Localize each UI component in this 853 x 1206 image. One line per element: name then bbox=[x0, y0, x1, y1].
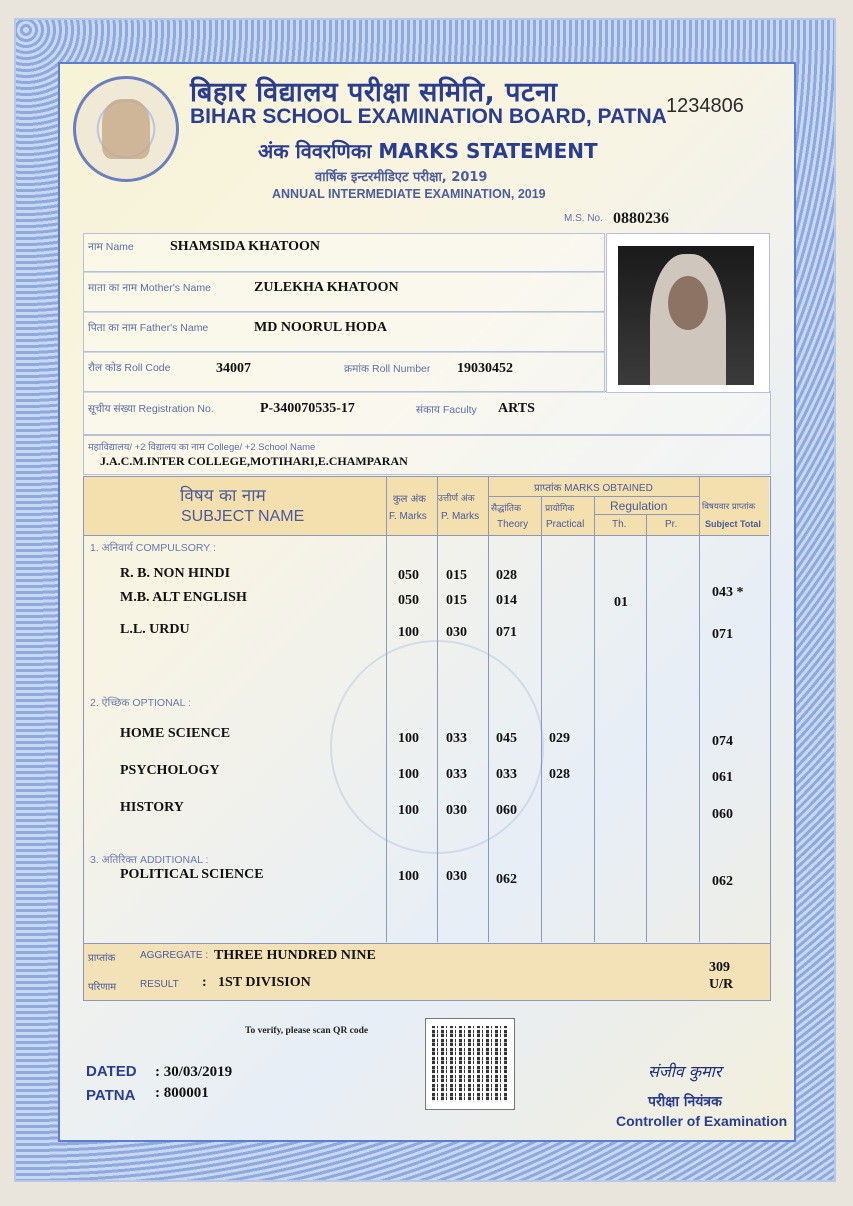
place-label: PATNA bbox=[86, 1087, 136, 1104]
board-title-english: BIHAR SCHOOL EXAMINATION BOARD, PATNA bbox=[190, 105, 667, 128]
roll-code-label: रौल कोड Roll Code bbox=[88, 362, 171, 374]
subject-name: HISTORY bbox=[120, 800, 184, 815]
registration-label: सूचीय संख्या Registration No. bbox=[88, 403, 214, 415]
full-marks-header: F. Marks bbox=[389, 511, 427, 522]
exam-title-hindi: वार्षिक इन्टरमीडिएट परीक्षा, 2019 bbox=[315, 170, 488, 185]
faculty: ARTS bbox=[498, 401, 535, 416]
theory-marks: 060 bbox=[496, 803, 517, 818]
subject-header: SUBJECT NAME bbox=[181, 508, 305, 525]
theory-marks: 033 bbox=[496, 767, 517, 782]
full-marks: 100 bbox=[398, 803, 419, 818]
pass-marks: 030 bbox=[446, 803, 467, 818]
college-row bbox=[83, 435, 771, 475]
roll-code: 34007 bbox=[216, 361, 251, 376]
college-name: J.A.C.M.INTER COLLEGE,MOTIHARI,E.CHAMPARAN bbox=[100, 454, 408, 468]
name-row bbox=[83, 233, 605, 273]
practical-marks: 029 bbox=[549, 731, 570, 746]
place-value: : 800001 bbox=[155, 1085, 209, 1101]
verification-qr-code[interactable] bbox=[425, 1018, 515, 1110]
exam-title-english: ANNUAL INTERMEDIATE EXAMINATION, 2019 bbox=[272, 187, 546, 201]
section-additional: 3. अतिरिक्त ADDITIONAL : bbox=[90, 854, 209, 866]
theory-marks: 062 bbox=[496, 872, 517, 887]
pass-marks: 015 bbox=[446, 568, 467, 583]
regulation-practical-header: Pr. bbox=[665, 519, 678, 530]
roll-number-label: क्रमांक Roll Number bbox=[344, 363, 431, 375]
mother-name: ZULEKHA KHATOON bbox=[254, 280, 399, 295]
subject-total: 074 bbox=[712, 734, 733, 749]
full-marks: 100 bbox=[398, 625, 419, 640]
subject-header-hindi: विषय का नाम bbox=[180, 486, 266, 506]
theory-marks: 028 bbox=[496, 568, 517, 583]
subject-total-header: Subject Total bbox=[705, 519, 761, 529]
registration-row bbox=[83, 391, 771, 435]
controller-title: Controller of Examination bbox=[616, 1113, 788, 1129]
regulation-header: Regulation bbox=[610, 499, 668, 513]
mother-row bbox=[83, 271, 605, 313]
controller-signature: संजीव कुमार bbox=[648, 1062, 722, 1081]
theory-marks: 071 bbox=[496, 625, 517, 640]
subject-name: M.B. ALT ENGLISH bbox=[120, 590, 247, 605]
result-status: U/R bbox=[709, 977, 734, 992]
subject-name: R. B. NON HINDI bbox=[120, 566, 231, 581]
registration-number: P-340070535-17 bbox=[260, 401, 355, 416]
verify-instruction: To verify, please scan QR code bbox=[245, 1026, 369, 1036]
aggregate-label-hindi: प्राप्तांक bbox=[88, 953, 116, 964]
pass-marks-header: P. Marks bbox=[441, 511, 480, 522]
theory-marks: 014 bbox=[496, 593, 517, 608]
pass-marks: 030 bbox=[446, 625, 467, 640]
theory-header: Theory bbox=[497, 519, 529, 530]
full-marks: 050 bbox=[398, 568, 419, 583]
result-division: 1ST DIVISION bbox=[218, 975, 311, 990]
aggregate-box bbox=[83, 943, 771, 1001]
result-colon: : bbox=[202, 975, 207, 990]
subject-total: 043 * bbox=[712, 585, 744, 600]
subject-total: 061 bbox=[712, 770, 733, 785]
ms-number-label: M.S. No. bbox=[564, 213, 603, 224]
father-name: MD NOORUL HODA bbox=[254, 320, 387, 335]
subject-total: 071 bbox=[712, 627, 733, 642]
aggregate-total: 309 bbox=[709, 960, 730, 975]
full-marks: 050 bbox=[398, 593, 419, 608]
pass-marks: 033 bbox=[446, 767, 467, 782]
dated-value: : 30/03/2019 bbox=[155, 1064, 233, 1080]
name-label: नाम Name bbox=[88, 241, 134, 253]
pass-marks: 033 bbox=[446, 731, 467, 746]
practical-marks: 028 bbox=[549, 767, 570, 782]
subject-name: POLITICAL SCIENCE bbox=[120, 867, 264, 882]
board-emblem-seal bbox=[73, 76, 179, 182]
subject-total: 062 bbox=[712, 874, 733, 889]
mother-label: माता का नाम Mother's Name bbox=[88, 282, 211, 294]
roll-row bbox=[83, 351, 605, 393]
practical-header: Practical bbox=[546, 519, 585, 530]
subject-total: 060 bbox=[712, 807, 733, 822]
regulation-theory-header: Th. bbox=[612, 519, 627, 530]
result-label: RESULT bbox=[140, 979, 179, 990]
full-marks-header-hindi: कुल अंक bbox=[393, 494, 426, 505]
roll-number: 19030452 bbox=[457, 361, 513, 376]
subject-total-header-hindi: विषयवार प्राप्तांक bbox=[702, 502, 756, 512]
pass-marks-header-hindi: उत्तीर्ण अंक bbox=[438, 494, 475, 504]
result-label-hindi: परिणाम bbox=[88, 982, 117, 993]
student-photo bbox=[606, 233, 770, 393]
regulation-theory-marks: 01 bbox=[614, 595, 628, 610]
ms-number: 0880236 bbox=[613, 210, 669, 227]
theory-marks: 045 bbox=[496, 731, 517, 746]
full-marks: 100 bbox=[398, 731, 419, 746]
marks-obtained-header: प्राप्तांक MARKS OBTAINED bbox=[534, 483, 653, 494]
aggregate-label: AGGREGATE : bbox=[140, 950, 209, 961]
serial-number: 1234806 bbox=[666, 95, 744, 117]
board-title-hindi: बिहार विद्यालय परीक्षा समिति, पटना bbox=[190, 77, 558, 108]
marks-statement-title: अंक विवरणिका MARKS STATEMENT bbox=[258, 139, 598, 163]
college-label: महाविद्यालय/ +2 विद्यालय का नाम College/ +2 School Name bbox=[88, 442, 316, 453]
pass-marks: 030 bbox=[446, 869, 467, 884]
practical-header-hindi: प्रायोगिक bbox=[545, 504, 575, 514]
section-optional: 2. ऐच्छिक OPTIONAL : bbox=[90, 697, 191, 709]
section-compulsory: 1. अनिवार्य COMPULSORY : bbox=[90, 542, 216, 554]
aggregate-words: THREE HUNDRED NINE bbox=[214, 948, 376, 963]
full-marks: 100 bbox=[398, 767, 419, 782]
subject-name: L.L. URDU bbox=[120, 622, 190, 637]
dated-label: DATED bbox=[86, 1063, 137, 1080]
faculty-label: संकाय Faculty bbox=[416, 404, 477, 416]
father-label: पिता का नाम Father's Name bbox=[88, 322, 209, 334]
theory-header-hindi: सैद्धांतिक bbox=[491, 504, 521, 514]
subject-name: HOME SCIENCE bbox=[120, 726, 231, 741]
father-row bbox=[83, 311, 605, 353]
subject-name: PSYCHOLOGY bbox=[120, 763, 220, 778]
full-marks: 100 bbox=[398, 869, 419, 884]
student-name: SHAMSIDA KHATOON bbox=[170, 239, 321, 254]
controller-title-hindi: परीक्षा नियंत्रक bbox=[648, 1094, 722, 1110]
pass-marks: 015 bbox=[446, 593, 467, 608]
